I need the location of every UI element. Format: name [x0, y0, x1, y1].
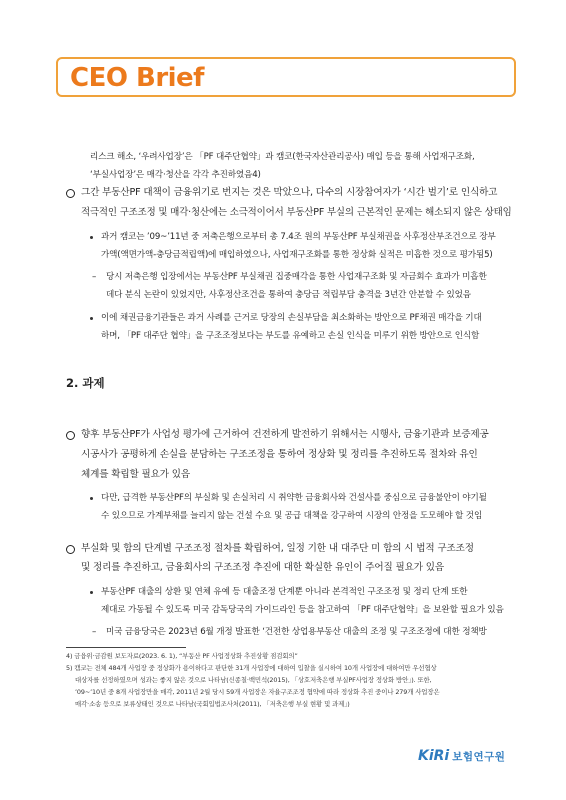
bullet-icon [90, 236, 93, 239]
para1-bullet1-line-1: 과거 캠코는 ’09~’11년 중 저축은행으로부터 총 7.4조 원의 부동산PF 부실채권을 사후정산부조건으로 장부 [101, 232, 496, 242]
footnote-5-line-2: 대상자를 선정하였으며 성과는 좋지 않은 것으로 나타남(신종칠·백민석(2015), 「상호저축은행 부실PF사업장 정상화 방안」). 또한, [75, 676, 432, 684]
circle-bullet-icon [66, 431, 75, 440]
circle-bullet-icon [66, 189, 75, 198]
kiri-logo [418, 748, 505, 764]
footnote-5-line-4: 매각·소송 등으로 보류상태인 것으로 나타남(국회입법조사처(2011), 「저축은행 부실 현황 및 과제」) [75, 700, 350, 708]
footnote-4: 4) 금융위·금감원 보도자료(2023. 6. 1), “부동산 PF 사업정상화 추진상황 점검회의” [66, 652, 298, 660]
bullet-icon [90, 591, 93, 594]
para2-line-2: 시공사가 공평하게 손실을 분담하는 구조조정을 통하여 정상화 및 정리를 추진하도록 절차와 유인 [81, 449, 478, 460]
intro-line-1: 리스크 해소, ‘우려사업장’은 「PF 대주단협약」과 캠코(한국자산관리공사) 매입 등을 통해 사업재구조화, [90, 152, 475, 162]
para1-dash1-line-2: 데다 분식 논란이 있었지만, 사후정산조건을 통하여 충당금 적립부담 충격을 3년간 안분할 수 있었음 [106, 290, 471, 300]
para2-bullet1-line-1: 다만, 급격한 부동산PF의 부실화 및 손실처리 시 취약한 금융회사와 건설사를 중심으로 금융불안이 야기될 [101, 493, 487, 503]
para2-line-1: 향후 부동산PF가 사업성 평가에 근거하여 건전하게 발전하기 위해서는 시행사, 금융기관과 보증제공 [81, 429, 489, 440]
bullet-icon [90, 497, 93, 500]
page-title: CEO Brief [70, 63, 204, 93]
bullet-icon [90, 317, 93, 320]
circle-bullet-icon [66, 545, 75, 554]
intro-line-2: ‘부실사업장’은 매각·청산을 각각 추진하였음4) [90, 170, 261, 180]
para1-bullet2-line-2: 하며, 「PF 대주단 협약」을 구조조정보다는 부도를 유예하고 손실 인식을 미루기 위한 방안으로 인식함 [101, 331, 480, 341]
dash-icon: – [92, 627, 97, 637]
para3-line-2: 및 정리를 추진하고, 금융회사의 구조조정 추진에 대한 확실한 유인이 주어질 필요가 있음 [81, 562, 445, 573]
dash-icon: – [92, 272, 97, 282]
para1-bullet1-line-2: 가액(액면가액-충당금적립액)에 매입하였으나, 사업재구조화를 통한 정상화 실적은 미흡한 것으로 평가됨5) [101, 250, 493, 260]
section-title: 2. 과제 [66, 376, 105, 390]
para1-dash1-line-1: 당시 저축은행 입장에서는 부동산PF 부실채권 집중매각을 통한 사업재구조화 및 자금회수 효과가 미흡한 [106, 272, 487, 282]
para1-line-2: 적극적인 구조조정 및 매각·청산에는 소극적이어서 부동산PF 부실의 근본적인 문제는 해소되지 않은 상태임 [81, 207, 512, 218]
header-box [56, 57, 516, 97]
para1-bullet2-line-1: 이에 채권금융기관들은 과거 사례를 근거로 당장의 손실부담을 최소화하는 방안으로 PF채권 매각을 기대 [101, 313, 482, 323]
para2-bullet1-line-2: 수 있으므로 가계부채를 늘리지 않는 건설 수요 및 공급 대책을 강구하여 시장의 안정을 도모해야 할 것임 [101, 511, 483, 521]
footnote-divider [66, 647, 186, 648]
footnote-5-line-1: 5) 캠코는 전체 484개 사업장 중 정상화가 용이하다고 판단한 31개 사업장에 대하여 입찰을 실시하여 10개 사업장에 대하여만 우선협상 [66, 664, 437, 672]
para3-dash1-line-1: 미국 금융당국은 2023년 6월 개정 발표한 ‘건전한 상업용부동산 대출의 조정 및 구조조정에 대한 정책방 [106, 627, 487, 637]
para2-line-3: 체계를 확립할 필요가 있음 [81, 469, 190, 480]
logo-text: 보험연구원 [452, 750, 506, 763]
footnote-5-line-3: ’09~’10년 중 8개 사업장만을 매각, 2011년 2월 당시 59개 사업장은 자율구조조정 협약에 따라 정상화 추진 중이나 279개 사업장은 [75, 688, 440, 696]
logo-mark: KiRi [418, 748, 450, 764]
para3-bullet1-line-2: 제대로 가동될 수 있도록 미국 감독당국의 가이드라인 등을 참고하여 「PF 대주단협약」을 보완할 필요가 있음 [101, 605, 504, 615]
para1-line-1: 그간 부동산PF 대책이 금융위기로 번지는 것은 막았으나, 다수의 시장참여자가 ‘시간 벌기’로 인식하고 [81, 187, 498, 198]
para3-bullet1-line-1: 부동산PF 대출의 상환 및 연체 유예 등 대출조정 단계뿐 아니라 본격적인 구조조정 및 정리 단계 또한 [101, 587, 468, 597]
para3-line-1: 부실화 및 합의 단계별 구조조정 절차를 확립하여, 일정 기한 내 대주단 미 합의 시 법적 구조조정 [81, 543, 474, 554]
